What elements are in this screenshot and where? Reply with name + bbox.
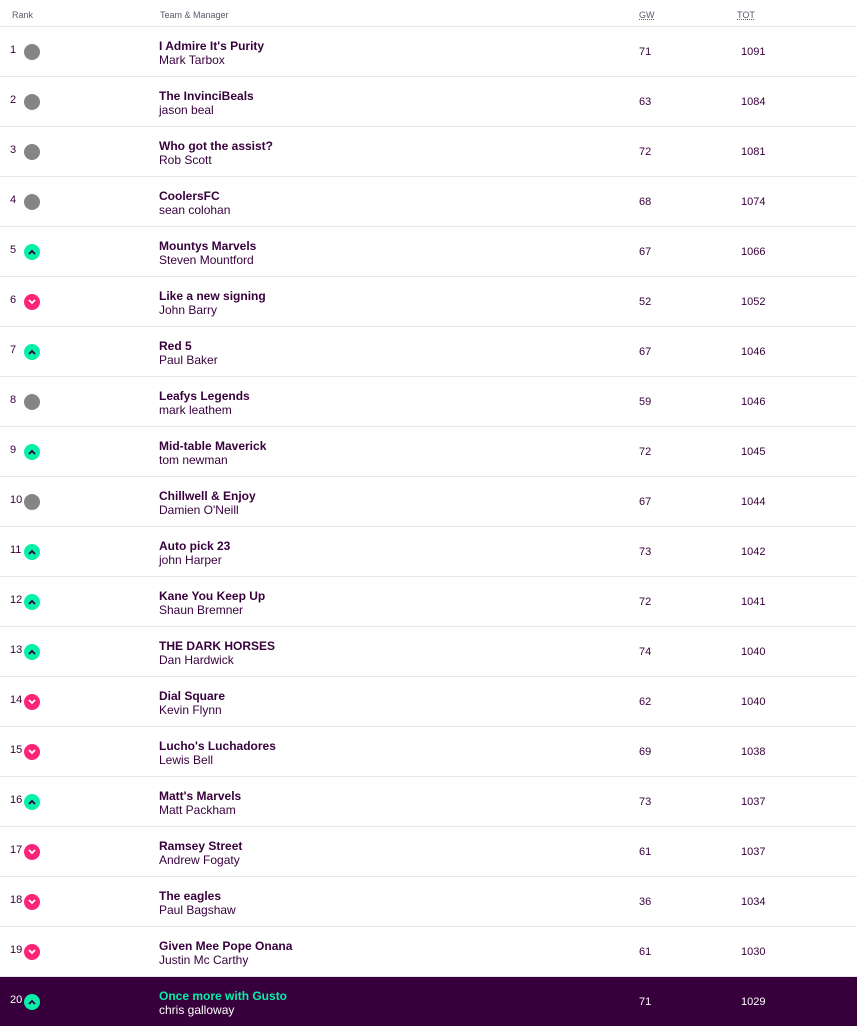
gameweek-points: 73: [639, 546, 652, 558]
team-name-link[interactable]: Who got the assist?: [159, 139, 273, 153]
team-name-link[interactable]: Once more with Gusto: [159, 989, 288, 1003]
total-points: 1046: [741, 396, 766, 408]
manager-name: Dan Hardwick: [159, 653, 234, 667]
rank-number: 12: [10, 594, 23, 606]
rank-number: 14: [10, 694, 23, 706]
rank-number: 11: [10, 544, 22, 556]
team-name-link[interactable]: I Admire It's Purity: [159, 39, 265, 53]
team-name-link[interactable]: Ramsey Street: [159, 839, 243, 853]
total-points: 1066: [741, 246, 766, 258]
table-row[interactable]: [0, 577, 857, 627]
gameweek-points: 71: [639, 996, 652, 1008]
manager-name: Paul Bagshaw: [159, 903, 236, 917]
total-points: 1041: [741, 596, 766, 608]
rank-up-icon: [24, 544, 40, 560]
rank-up-icon: [24, 344, 40, 360]
rank-number: 16: [10, 794, 23, 806]
table-row[interactable]: [0, 827, 857, 877]
rank-number: 19: [10, 944, 23, 956]
rank-number: 17: [10, 844, 23, 856]
rank-number: 6: [10, 294, 17, 306]
total-points: 1037: [741, 796, 766, 808]
table-row[interactable]: [0, 777, 857, 827]
manager-name: Steven Mountford: [159, 253, 254, 267]
gameweek-points: 69: [639, 746, 652, 758]
rank-same-icon: [24, 144, 40, 160]
gameweek-points: 61: [639, 946, 652, 958]
total-points: 1081: [741, 146, 766, 158]
manager-name: mark leathem: [159, 403, 232, 417]
manager-name: Paul Baker: [159, 353, 218, 367]
manager-name: Mark Tarbox: [159, 53, 225, 67]
rank-up-icon: [24, 594, 40, 610]
table-row[interactable]: [0, 427, 857, 477]
gameweek-points: 36: [639, 896, 652, 908]
rank-number: 3: [10, 144, 17, 156]
gameweek-points: 59: [639, 396, 652, 408]
total-points: 1042: [741, 546, 766, 558]
team-name-link[interactable]: THE DARK HORSES: [159, 639, 276, 653]
table-row[interactable]: [0, 927, 857, 977]
manager-name: Matt Packham: [159, 803, 236, 817]
manager-name: tom newman: [159, 453, 228, 467]
team-name-link[interactable]: Lucho's Luchadores: [159, 739, 276, 753]
rank-number: 2: [10, 94, 17, 106]
rank-number: 5: [10, 244, 17, 256]
gameweek-points: 72: [639, 146, 652, 158]
team-name-link[interactable]: The eagles: [159, 889, 222, 903]
table-header: [0, 0, 857, 27]
table-row[interactable]: [0, 77, 857, 127]
team-name-link[interactable]: Given Mee Pope Onana: [159, 939, 293, 953]
gameweek-points: 63: [639, 96, 652, 108]
team-name-link[interactable]: The InvinciBeals: [159, 89, 254, 103]
rank-number: 15: [10, 744, 23, 756]
total-points: 1038: [741, 746, 766, 758]
total-points: 1029: [741, 996, 766, 1008]
gameweek-points: 67: [639, 346, 652, 358]
manager-name: Lewis Bell: [159, 753, 214, 767]
rank-up-icon: [24, 994, 40, 1010]
total-points: 1034: [741, 896, 766, 908]
total-points: 1091: [741, 46, 766, 58]
gameweek-points: 62: [639, 696, 652, 708]
table-row[interactable]: [0, 627, 857, 677]
rank-down-icon: [24, 294, 40, 310]
rank-same-icon: [24, 394, 40, 410]
manager-name: chris galloway: [159, 1003, 235, 1017]
gameweek-points: 72: [639, 446, 652, 458]
total-points: 1030: [741, 946, 766, 958]
gameweek-points: 71: [639, 46, 652, 58]
manager-name: John Barry: [159, 303, 218, 317]
manager-name: jason beal: [159, 103, 214, 117]
team-name-link[interactable]: Leafys Legends: [159, 389, 250, 403]
rank-number: 7: [10, 344, 17, 356]
table-body: [0, 27, 857, 1026]
total-column-header[interactable]: TOT: [737, 10, 755, 20]
gameweek-column-header[interactable]: GW: [639, 10, 655, 20]
table-row[interactable]: [0, 527, 857, 577]
total-points: 1037: [741, 846, 766, 858]
manager-name: Damien O'Neill: [159, 503, 239, 517]
gameweek-points: 52: [639, 296, 652, 308]
rank-number: 10: [10, 494, 23, 506]
rank-up-icon: [24, 244, 40, 260]
total-points: 1052: [741, 296, 766, 308]
total-points: 1040: [741, 646, 766, 658]
team-name-link[interactable]: Auto pick 23: [159, 539, 231, 553]
rank-down-icon: [24, 894, 40, 910]
rank-number: 9: [10, 444, 17, 456]
rank-same-icon: [24, 194, 40, 210]
total-points: 1044: [741, 496, 766, 508]
team-name-link[interactable]: Matt's Marvels: [159, 789, 242, 803]
gameweek-points: 67: [639, 496, 652, 508]
rank-same-icon: [24, 494, 40, 510]
total-points: 1040: [741, 696, 766, 708]
manager-name: sean colohan: [159, 203, 231, 217]
manager-name: Justin Mc Carthy: [159, 953, 249, 967]
gameweek-points: 61: [639, 846, 652, 858]
table-row[interactable]: [0, 277, 857, 327]
table-row[interactable]: [0, 377, 857, 427]
rank-number: 8: [10, 394, 17, 406]
manager-name: Andrew Fogaty: [159, 853, 240, 867]
rank-down-icon: [24, 944, 40, 960]
team-name-link[interactable]: Kane You Keep Up: [159, 589, 266, 603]
table-row[interactable]: [0, 977, 857, 1026]
table-row[interactable]: [0, 327, 857, 377]
rank-down-icon: [24, 694, 40, 710]
gameweek-points: 74: [639, 646, 652, 658]
table-row[interactable]: [0, 877, 857, 927]
rank-number: 4: [10, 194, 17, 206]
rank-number: 20: [10, 994, 23, 1006]
rank-up-icon: [24, 644, 40, 660]
table-row[interactable]: [0, 677, 857, 727]
rank-number: 13: [10, 644, 23, 656]
manager-name: Shaun Bremner: [159, 603, 244, 617]
rank-down-icon: [24, 844, 40, 860]
rank-number: 18: [10, 894, 23, 906]
table-row[interactable]: [0, 727, 857, 777]
team-name-link[interactable]: CoolersFC: [159, 189, 220, 203]
gameweek-points: 72: [639, 596, 652, 608]
team-name-link[interactable]: Red 5: [159, 339, 192, 353]
team-name-link[interactable]: Chillwell & Enjoy: [159, 489, 256, 503]
team-name-link[interactable]: Like a new signing: [159, 289, 266, 303]
rank-up-icon: [24, 794, 40, 810]
gameweek-points: 67: [639, 246, 652, 258]
rank-down-icon: [24, 744, 40, 760]
rank-column-header: Rank: [12, 10, 34, 20]
table-row[interactable]: [0, 177, 857, 227]
team-name-link[interactable]: Dial Square: [159, 689, 226, 703]
manager-name: Kevin Flynn: [159, 703, 222, 717]
total-points: 1046: [741, 346, 766, 358]
table-row[interactable]: [0, 27, 857, 77]
rank-up-icon: [24, 444, 40, 460]
rank-same-icon: [24, 44, 40, 60]
gameweek-points: 73: [639, 796, 652, 808]
gameweek-points: 68: [639, 196, 652, 208]
rank-number: 1: [10, 44, 17, 56]
total-points: 1045: [741, 446, 766, 458]
team-name-link[interactable]: Mid-table Maverick: [159, 439, 267, 453]
manager-name: john Harper: [159, 553, 222, 567]
table-row[interactable]: [0, 227, 857, 277]
rank-same-icon: [24, 94, 40, 110]
table-row[interactable]: [0, 477, 857, 527]
total-points: 1084: [741, 96, 766, 108]
team-manager-column-header: Team & Manager: [160, 10, 229, 20]
team-name-link[interactable]: Mountys Marvels: [159, 239, 257, 253]
table-row[interactable]: [0, 127, 857, 177]
manager-name: Rob Scott: [159, 153, 212, 167]
total-points: 1074: [741, 196, 766, 208]
